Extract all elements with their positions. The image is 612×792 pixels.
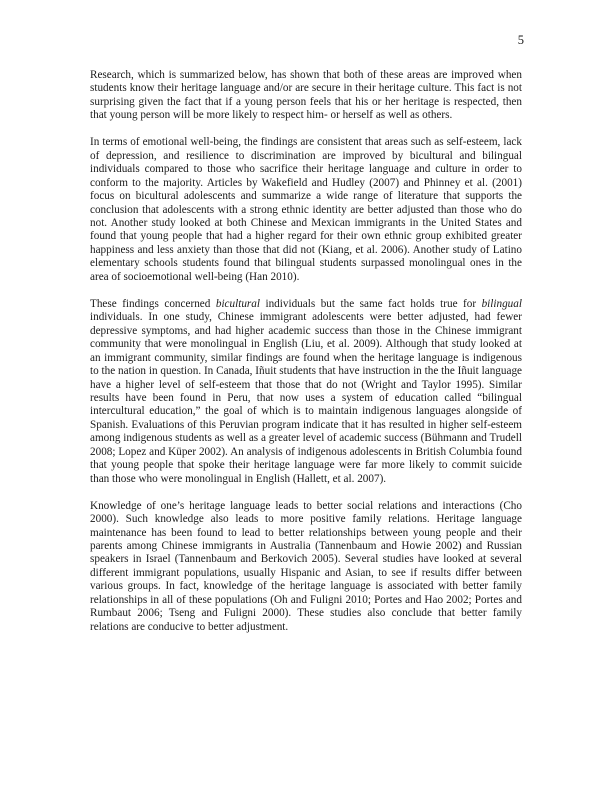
paragraph-bilingual-individuals — [90, 298, 522, 486]
paragraph-emotional-well-being: In terms of emotional well-being, the findings are consistent that areas such as self-esteem, lack of depression, and resilience to discrimination are improved by bicultural and bilingual individuals compared to those who sacrifice their heritage language and culture in order to conform to the majority. Articles by Wakefield and Hudley (2007) and Phinney et al. (2001) focus on bicultural adolescents and summarize a wide range of literature that supports the conclusion that adolescents with a strong ethnic identity are better adjusted than those who do not. Another study looked at both Chinese and Mexican immigrants in the United States and found that young people that had a higher regard for their own ethnic group exhibited greater happiness and less anxiety than those that did not (Kiang, et al. 2006). Another study of Latino elementary schools students found that bilingual students surpassed monolingual ones in the area of socioemotional well-being (Han 2010). — [90, 136, 522, 283]
emphasized-term-bilingual: bilingual — [481, 297, 522, 310]
emphasized-term-bicultural: bicultural — [215, 297, 260, 310]
paragraph-research-summary: Research, which is summarized below, has shown that both of these areas are improved when students know their heritage language and/or are secure in their heritage culture. This fact is not surprising given the fact that if a young person feels that his or her heritage is respected, then that young person will be more likely to respect him- or herself as well as others. — [90, 69, 522, 122]
paragraph-text-segment: These findings concerned — [90, 297, 216, 310]
body-text — [90, 69, 522, 634]
paragraph-social-relations: Knowledge of one’s heritage language leads to better social relations and interactions (Cho 2000). Such knowledge also leads to more positive family relations. Heritage language maintenance has been found to lead to better relationships between young people and their parents among Chinese immigrants in Australia (Tannenbaum and Howie 2002) and Russian speakers in Israel (Tannenbaum and Berkovich 2005). Several studies have looked at several different immigrant populations, usually Hispanic and Asian, to see if results differ between various groups. In fact, knowledge of the heritage language is associated with better family relationships in all of these populations (Oh and Fuligni 2010; Portes and Hao 2002; Portes and Rumbaut 2006; Tseng and Fuligni 2000). These studies also conclude that better family relations are conducive to better adjustment. — [90, 499, 522, 633]
paragraph-text-segment: individuals. In one study, Chinese immigrant adolescents were better adjusted, had fewer depressive symptoms, and had higher academic success than those in the Chinese immigrant community that were monolingual in English (Liu, et al. 2009). Although that study looked at an immigrant community, similar findings are found when the heritage language is indigenous to the nation in question. In Canada, Iñuit students that have instruction in the the Iñuit language have a higher level of self-esteem that those that do not (Wright and Taylor 1995). Similar results have been found in Peru, that now uses a system of education called “bilingual intercultural education,” the goal of which is to maintain indigenous languages alongside of Spanish. Evaluations of this Peruvian program indicate that it has resulted in higher self-esteem among indigenous students as well as a greater level of academic success (Bühmann and Trudell 2008; Lopez and Küper 2002). An analysis of indigenous adolescents in British Columbia found that young people that spoke their heritage language were far more likely to commit suicide than those who were monolingual in English (Hallett, et al. 2007). — [90, 311, 522, 485]
paragraph-text-segment: individuals but the same fact holds true for — [259, 297, 482, 310]
page-number: 5 — [517, 33, 524, 47]
